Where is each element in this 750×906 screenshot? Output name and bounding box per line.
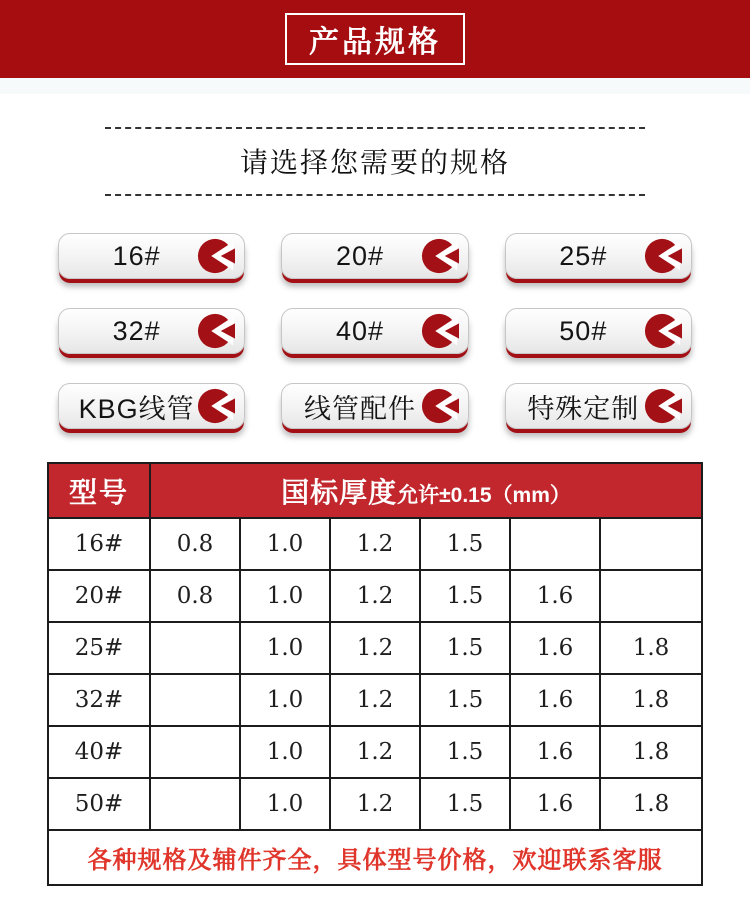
table-row: [48, 622, 702, 674]
value-cell: 1.5: [420, 622, 510, 674]
banner-title-box: [285, 13, 465, 65]
pie-click-icon: [421, 237, 459, 275]
value-cell: 1.0: [240, 778, 330, 830]
model-cell: 50#: [48, 778, 150, 830]
spec-button-label: 25#: [559, 240, 608, 271]
value-cell: 1.0: [240, 518, 330, 570]
model-cell: 16#: [48, 518, 150, 570]
value-cell: 1.6: [510, 570, 600, 622]
value-cell: 1.0: [240, 622, 330, 674]
spec-button-25[interactable]: [505, 233, 692, 279]
subtitle-section: [105, 127, 645, 196]
spec-button-label: 16#: [112, 240, 161, 271]
header-thickness-sub: 允许±0.15（mm）: [397, 483, 571, 507]
value-cell: 1.8: [600, 622, 702, 674]
section-title: 请选择您需要的规格: [239, 147, 510, 178]
value-cell: [150, 674, 240, 726]
spec-button-label: 50#: [559, 315, 608, 346]
value-cell: 1.0: [240, 726, 330, 778]
spec-button-40[interactable]: [281, 308, 468, 354]
value-cell: [150, 726, 240, 778]
model-cell: 32#: [48, 674, 150, 726]
spec-button-label: 特殊定制: [527, 393, 640, 424]
value-cell: [150, 622, 240, 674]
pie-click-icon: [197, 237, 235, 275]
spec-button-label: 线管配件: [303, 393, 416, 424]
spec-button-label: 32#: [112, 315, 161, 346]
value-cell: 1.2: [330, 778, 420, 830]
value-cell: 0.8: [150, 570, 240, 622]
value-cell: 1.2: [330, 622, 420, 674]
value-cell: 1.6: [510, 726, 600, 778]
value-cell: 1.2: [330, 570, 420, 622]
pie-click-icon: [421, 387, 459, 425]
value-cell: 1.8: [600, 674, 702, 726]
value-cell: 1.0: [240, 674, 330, 726]
header-thickness: [150, 463, 702, 518]
pie-click-icon: [644, 312, 682, 350]
pie-click-icon: [644, 237, 682, 275]
value-cell: [510, 518, 600, 570]
value-cell: 1.2: [330, 726, 420, 778]
table-header-row: [48, 463, 702, 518]
spec-button-label: 40#: [335, 315, 385, 346]
value-cell: 1.2: [330, 674, 420, 726]
table-row: [48, 726, 702, 778]
value-cell: 1.2: [330, 518, 420, 570]
spec-button-50[interactable]: [505, 308, 692, 354]
spec-button-label: 20#: [335, 240, 385, 271]
pie-click-icon: [197, 387, 235, 425]
header-thickness-main: 国标厚度: [281, 476, 398, 508]
table-row: [48, 570, 702, 622]
spec-button-conduit-fittings[interactable]: [281, 383, 468, 429]
value-cell: 1.6: [510, 622, 600, 674]
spec-button-20[interactable]: [281, 233, 468, 279]
value-cell: 1.5: [420, 778, 510, 830]
pie-click-icon: [421, 312, 459, 350]
banner-bottom-strip: [0, 78, 750, 94]
value-cell: 1.8: [600, 726, 702, 778]
spec-button-32[interactable]: [58, 308, 245, 354]
table-row: [48, 778, 702, 830]
value-cell: 1.0: [240, 570, 330, 622]
spec-button-grid: [0, 196, 750, 429]
spec-button-kbg-conduit[interactable]: [58, 383, 245, 429]
product-spec-banner: [0, 0, 750, 78]
table-row: [48, 674, 702, 726]
value-cell: 1.5: [420, 674, 510, 726]
spec-button-label: KBG线管: [78, 393, 195, 424]
contact-note: 各种规格及辅件齐全，具体型号价格，欢迎联系客服: [48, 830, 702, 885]
table-footer-row: [48, 830, 702, 885]
value-cell: [600, 518, 702, 570]
value-cell: 1.5: [420, 518, 510, 570]
page-title: 产品规格: [309, 26, 441, 59]
spec-button-16[interactable]: [58, 233, 245, 279]
value-cell: [150, 778, 240, 830]
pie-click-icon: [197, 312, 235, 350]
thickness-spec-table: [47, 462, 703, 886]
value-cell: 0.8: [150, 518, 240, 570]
value-cell: 1.8: [600, 778, 702, 830]
header-model: 型号: [48, 463, 150, 518]
model-cell: 40#: [48, 726, 150, 778]
value-cell: 1.6: [510, 778, 600, 830]
table-row: [48, 518, 702, 570]
value-cell: 1.5: [420, 726, 510, 778]
value-cell: 1.6: [510, 674, 600, 726]
pie-click-icon: [644, 387, 682, 425]
model-cell: 20#: [48, 570, 150, 622]
spec-button-custom[interactable]: [505, 383, 692, 429]
value-cell: 1.5: [420, 570, 510, 622]
value-cell: [600, 570, 702, 622]
model-cell: 25#: [48, 622, 150, 674]
